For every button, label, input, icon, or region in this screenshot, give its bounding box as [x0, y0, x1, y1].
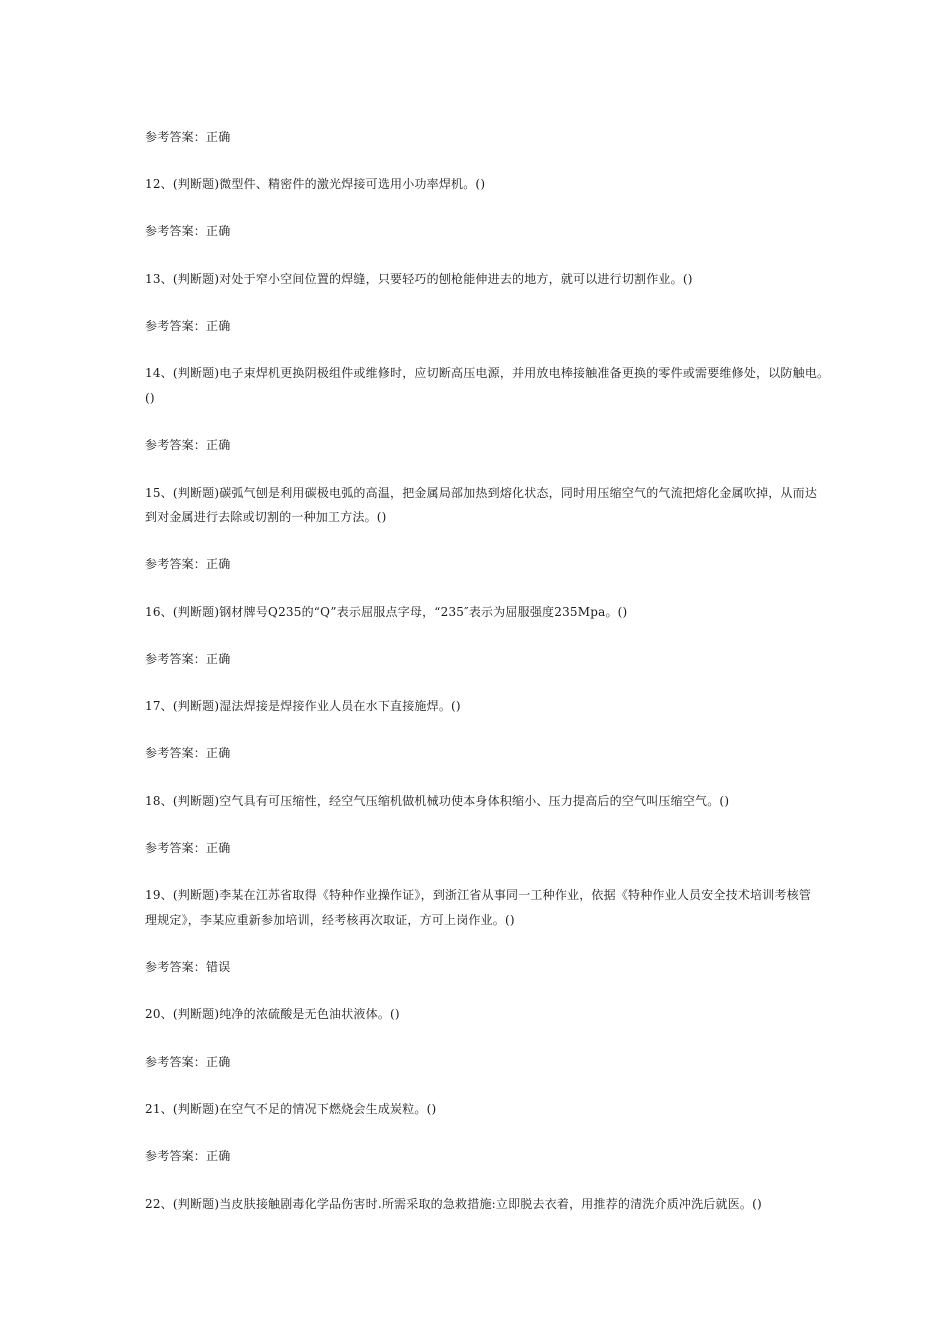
- answer-line: 参考答案：正确: [145, 1055, 231, 1069]
- question-20: 20、(判断题)纯净的浓硫酸是无色油状液体。(): [145, 1007, 400, 1021]
- question-19-cont: 理规定》，李某应重新参加培训，经考核再次取证，方可上岗作业。(): [145, 913, 515, 927]
- question-22: 22、(判断题)当皮肤接触剧毒化学品伤害时.所需采取的急救措施:立即脱去衣着，用推荐的清洗介质冲洗后就医。(): [145, 1197, 762, 1211]
- answer-line: 参考答案：正确: [145, 130, 231, 144]
- question-13: 13、(判断题)对处于窄小空间位置的焊缝，只要轻巧的刨枪能伸进去的地方，就可以进行切割作业。(): [145, 272, 693, 286]
- question-12: 12、(判断题)微型件、精密件的激光焊接可选用小功率焊机。(): [145, 177, 486, 191]
- question-19: 19、(判断题)李某在江苏省取得《特种作业操作证》，到浙江省从事同一工种作业，依据《特种作业人员安全技术培训考核管: [145, 888, 812, 902]
- answer-line: 参考答案：正确: [145, 652, 231, 666]
- question-21: 21、(判断题)在空气不足的情况下燃烧会生成炭粒。(): [145, 1102, 437, 1116]
- answer-line: 参考答案：正确: [145, 557, 231, 571]
- answer-line: 参考答案：正确: [145, 841, 231, 855]
- answer-line: 参考答案：正确: [145, 746, 231, 760]
- question-17: 17、(判断题)湿法焊接是焊接作业人员在水下直接施焊。(): [145, 699, 461, 713]
- question-14-cont: (): [145, 391, 155, 405]
- question-15: 15、(判断题)碳弧气刨是利用碳极电弧的高温，把金属局部加热到熔化状态，同时用压缩空气的气流把熔化金属吹掉，从而达: [145, 486, 818, 500]
- answer-line: 参考答案：正确: [145, 319, 231, 333]
- question-16: 16、(判断题)钢材牌号Q235的“Q”表示屈服点字母，“235″表示为屈服强度235Mpa。(): [145, 605, 628, 619]
- question-15-cont: 到对金属进行去除或切割的一种加工方法。(): [145, 510, 387, 524]
- question-14: 14、(判断题)电子束焊机更换阴极组件或维修时，应切断高压电源，并用放电棒接触准备更换的零件或需要维修处，以防触电。: [145, 366, 830, 380]
- answer-line: 参考答案：正确: [145, 224, 231, 238]
- question-18: 18、(判断题)空气具有可压缩性，经空气压缩机做机械功使本身体积缩小、压力提高后的空气叫压缩空气。(): [145, 794, 730, 808]
- answer-line: 参考答案：错误: [145, 960, 231, 974]
- answer-line: 参考答案：正确: [145, 1149, 231, 1163]
- answer-line: 参考答案：正确: [145, 438, 231, 452]
